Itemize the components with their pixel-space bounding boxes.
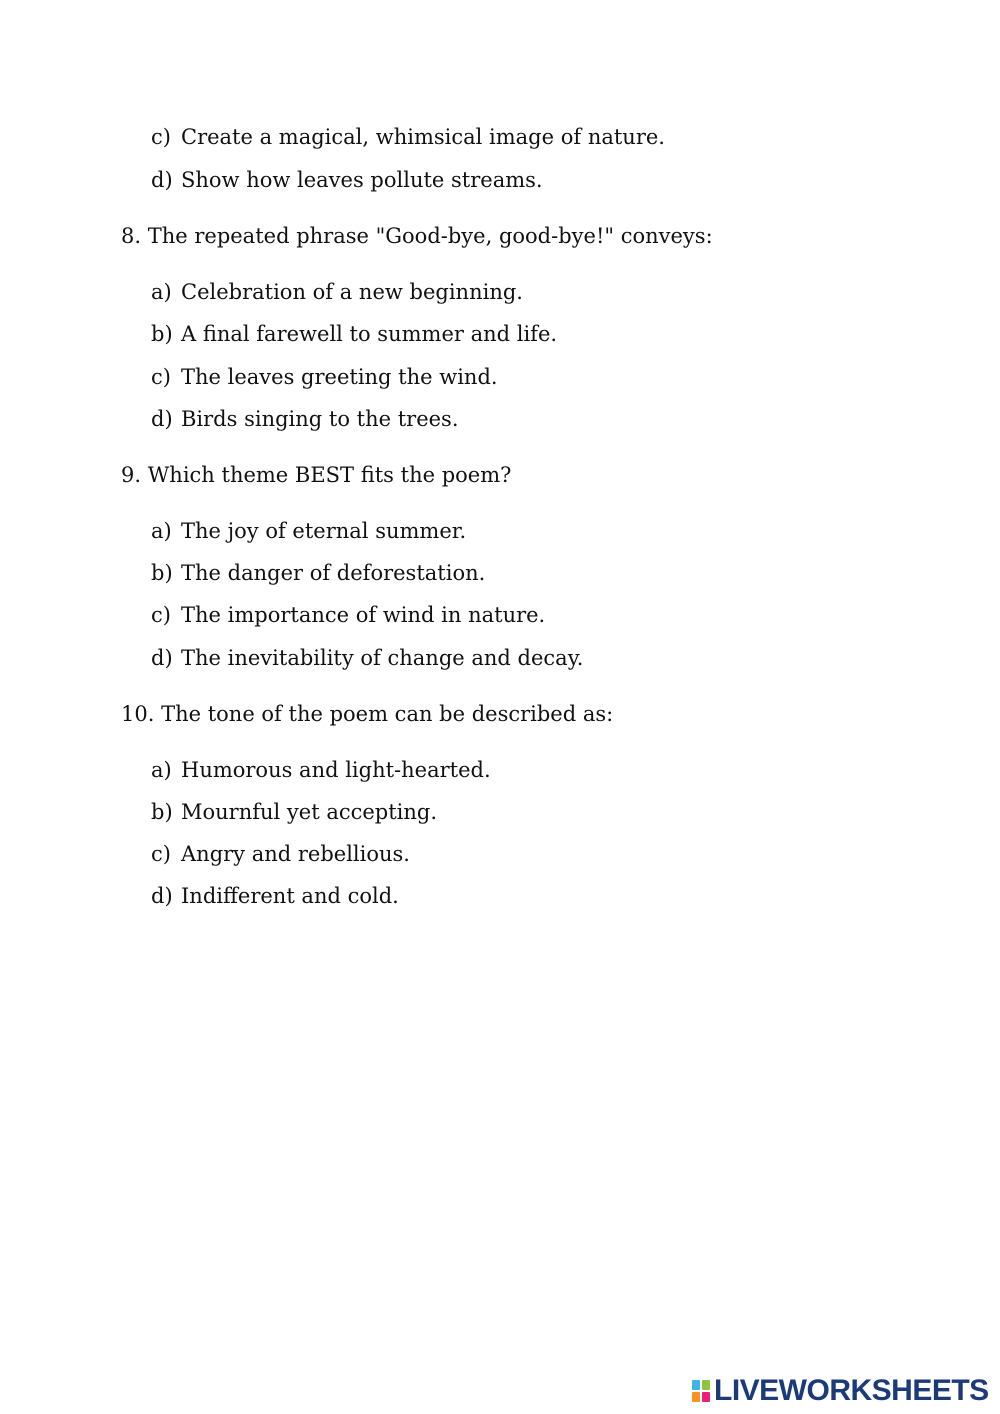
question-9-option-b [151,560,485,586]
question-7-option-c [151,124,665,150]
option-letter: d) [151,646,173,670]
brand-name: LIVEWORKSHEETS [714,1374,989,1407]
option-letter: c) [151,365,171,389]
option-text: Humorous and light-hearted. [181,758,491,782]
question-9-prompt: 9. Which theme BEST fits the poem? [121,463,512,487]
question-7-option-d [151,167,543,193]
option-letter: a) [151,519,172,543]
option-text: Mournful yet accepting. [181,800,438,824]
option-text: The importance of wind in nature. [181,603,546,627]
question-10-option-d [151,883,399,909]
option-text: Celebration of a new beginning. [181,280,523,304]
option-letter: c) [151,842,171,866]
question-8-option-d [151,406,459,432]
option-text: The inevitability of change and decay. [181,646,584,670]
logo-square-blue [692,1380,700,1390]
option-text: The leaves greeting the wind. [181,365,498,389]
option-letter: d) [151,884,173,908]
liveworksheets-brand [691,1374,989,1408]
question-8-option-c [151,364,498,390]
option-text: Birds singing to the trees. [181,407,459,431]
question-10-option-b [151,799,437,825]
option-letter: b) [151,322,173,346]
option-text: Indifferent and cold. [181,884,399,908]
option-text: Show how leaves pollute streams. [181,168,543,192]
option-letter: a) [151,758,172,782]
option-text: The danger of deforestation. [181,561,486,585]
option-text: Angry and rebellious. [181,842,410,866]
question-8-option-b [151,321,557,347]
question-8-prompt: 8. The repeated phrase "Good-bye, good-bye!" conveys: [121,224,713,248]
option-letter: b) [151,800,173,824]
question-9-option-d [151,645,583,671]
question-10-option-a [151,757,491,783]
option-letter: c) [151,125,171,149]
question-10-prompt: 10. The tone of the poem can be described as: [121,702,614,726]
liveworksheets-logo-icon [691,1379,711,1403]
question-10-option-c [151,841,410,867]
option-letter: b) [151,561,173,585]
question-8-option-a [151,279,523,305]
option-text: The joy of eternal summer. [181,519,467,543]
option-letter: d) [151,168,173,192]
option-letter: a) [151,280,172,304]
logo-square-green [702,1380,710,1390]
option-letter: c) [151,603,171,627]
question-9-option-a [151,518,466,544]
question-9-option-c [151,602,545,628]
option-letter: d) [151,407,173,431]
option-text: A final farewell to summer and life. [181,322,558,346]
option-text: Create a magical, whimsical image of nature. [181,125,665,149]
logo-square-orange [692,1392,700,1402]
logo-square-pink [702,1392,710,1402]
